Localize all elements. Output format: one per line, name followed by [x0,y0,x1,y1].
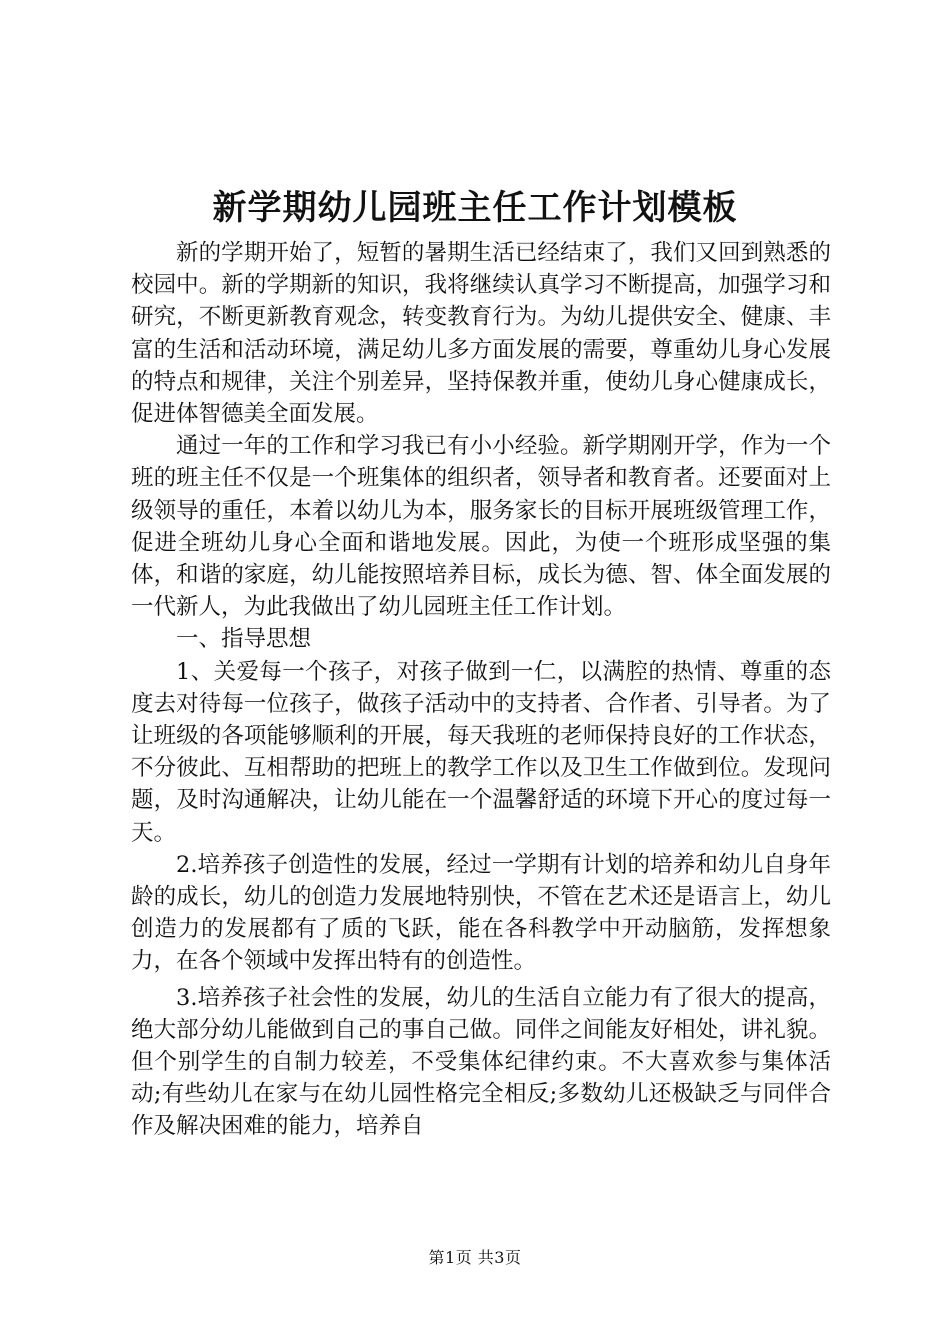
document-title: 新学期幼儿园班主任工作计划模板 [212,188,738,228]
document-body [131,237,831,1143]
paragraph-experience: 通过一年的工作和学习我已有小小经验。新学期刚开学，作为一个班的班主任不仅是一个班集体的组织者，领导者和教育者。还要面对上级领导的重任，本着以幼儿为本，服务家长的目标开展班级管理工作，促进全班幼儿身心全面和谐地发展。因此，为使一个班形成坚强的集体，和谐的家庭，幼儿能按照培养目标，成长为德、智、体全面发展的一代新人，为此我做出了幼儿园班主任工作计划。 [131,433,831,621]
paragraph-item-2: 2.培养孩子创造性的发展，经过一学期有计划的培养和幼儿自身年龄的成长，幼儿的创造力发展地特别快，不管在艺术还是语言上，幼儿创造力的发展都有了质的飞跃，能在各科教学中开动脑筋，发挥想象力，在各个领域中发挥出特有的创造性。 [131,851,831,975]
page-number-footer: 第1页 共3页 [428,1248,522,1267]
paragraph-intro: 新的学期开始了，短暂的暑期生活已经结束了，我们又回到熟悉的校园中。新的学期新的知识，我将继续认真学习不断提高，加强学习和研究，不断更新教育观念，转变教育行为。为幼儿提供安全、健康、丰富的生活和活动环境，满足幼儿多方面发展的需要，尊重幼儿身心发展的特点和规律，关注个别差异，坚持保教并重，使幼儿身心健康成长，促进体智德美全面发展。 [131,240,831,428]
paragraph-item-3: 3.培养孩子社会性的发展，幼儿的生活自立能力有了很大的提高，绝大部分幼儿能做到自己的事自己做。同伴之间能友好相处，讲礼貌。但个别学生的自制力较差，不受集体纪律约束。不大喜欢参与集体活动;有些幼儿在家与在幼儿园性格完全相反;多数幼儿还极缺乏与同伴合作及解决困难的能力，培养自 [131,984,831,1140]
paragraph-item-1: 1、关爱每一个孩子，对孩子做到一仁，以满腔的热情、尊重的态度去对待每一位孩子，做孩子活动中的支持者、合作者、引导者。为了让班级的各项能够顺利的开展，每天我班的老师保持良好的工作状态，不分彼此、互相帮助的把班上的教学工作以及卫生工作做到位。发现问题，及时沟通解决，让幼儿能在一个温馨舒适的环境下开心的度过每一天。 [131,658,831,846]
section-heading-guiding-thought: 一、指导思想 [176,626,312,653]
